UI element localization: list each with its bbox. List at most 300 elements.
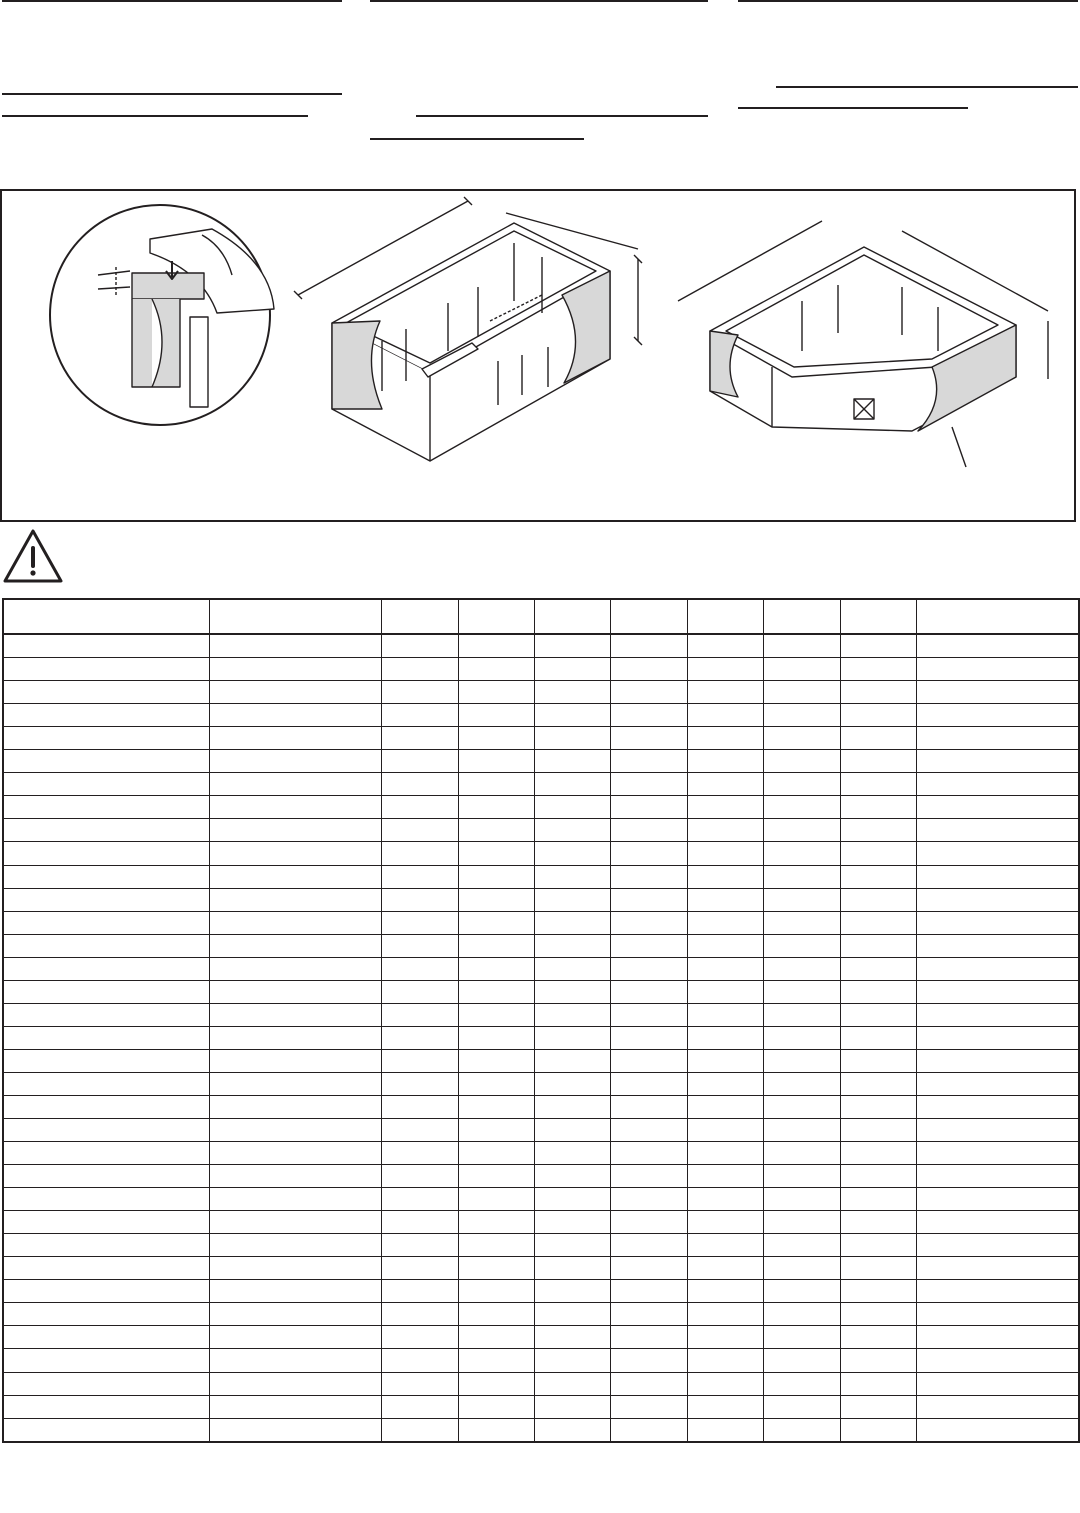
table-cell	[687, 957, 763, 980]
table-header-cell	[687, 599, 763, 634]
table-cell	[610, 1095, 687, 1118]
table-cell	[381, 1003, 458, 1026]
table-row	[3, 819, 1079, 842]
table-cell	[209, 842, 381, 865]
table-cell	[381, 1418, 458, 1442]
table-cell	[3, 1349, 209, 1372]
table-cell	[458, 980, 534, 1003]
table-cell	[916, 1418, 1079, 1442]
table-cell	[610, 1026, 687, 1049]
table-cell	[916, 1349, 1079, 1372]
table-cell	[534, 681, 610, 704]
table-row	[3, 1072, 1079, 1095]
table-cell	[534, 796, 610, 819]
table-cell	[763, 842, 840, 865]
table-cell	[381, 1188, 458, 1211]
table-row	[3, 750, 1079, 773]
table-cell	[687, 1257, 763, 1280]
table-row	[3, 1165, 1079, 1188]
table-cell	[840, 1326, 916, 1349]
table-cell	[916, 980, 1079, 1003]
table-cell	[763, 681, 840, 704]
table-cell	[381, 888, 458, 911]
table-row	[3, 773, 1079, 796]
table-cell	[763, 1072, 840, 1095]
table-row	[3, 1003, 1079, 1026]
table-cell	[381, 1165, 458, 1188]
table-cell	[458, 634, 534, 658]
table-cell	[610, 888, 687, 911]
table-cell	[610, 750, 687, 773]
table-cell	[534, 1326, 610, 1349]
table-cell	[209, 1049, 381, 1072]
table-cell	[840, 888, 916, 911]
table-cell	[610, 1165, 687, 1188]
table-cell	[610, 634, 687, 658]
table-cell	[610, 704, 687, 727]
table-cell	[3, 911, 209, 934]
table-body	[3, 634, 1079, 1442]
table-cell	[916, 1072, 1079, 1095]
table-cell	[610, 727, 687, 750]
table-cell	[209, 750, 381, 773]
table-cell	[3, 1188, 209, 1211]
table-cell	[840, 1211, 916, 1234]
table-cell	[610, 934, 687, 957]
table-cell	[840, 773, 916, 796]
table-cell	[840, 1072, 916, 1095]
table-cell	[3, 819, 209, 842]
table-cell	[381, 842, 458, 865]
table-cell	[381, 727, 458, 750]
table-cell	[840, 634, 916, 658]
table-cell	[3, 1142, 209, 1165]
table-cell	[763, 727, 840, 750]
table-cell	[610, 1418, 687, 1442]
table-cell	[534, 658, 610, 681]
table-cell	[458, 1395, 534, 1418]
table-cell	[916, 1003, 1079, 1026]
table-cell	[534, 727, 610, 750]
table-cell	[209, 911, 381, 934]
detail-circle-illustration	[50, 205, 274, 425]
table-cell	[840, 1095, 916, 1118]
table-cell	[458, 1095, 534, 1118]
table-cell	[3, 1095, 209, 1118]
table-cell	[840, 865, 916, 888]
table-cell	[209, 1142, 381, 1165]
table-cell	[763, 1372, 840, 1395]
table-cell	[209, 681, 381, 704]
table-cell	[840, 704, 916, 727]
table-cell	[3, 1326, 209, 1349]
table-cell	[916, 1049, 1079, 1072]
table-cell	[458, 1188, 534, 1211]
table-cell	[763, 819, 840, 842]
table-cell	[458, 911, 534, 934]
table-cell	[916, 819, 1079, 842]
table-row	[3, 1095, 1079, 1118]
table-cell	[610, 1303, 687, 1326]
table-header-cell	[840, 599, 916, 634]
table-cell	[3, 773, 209, 796]
table-cell	[3, 1303, 209, 1326]
table-cell	[610, 1395, 687, 1418]
table-cell	[916, 888, 1079, 911]
table-cell	[610, 1326, 687, 1349]
table-cell	[209, 980, 381, 1003]
table-cell	[763, 1395, 840, 1418]
table-cell	[610, 1142, 687, 1165]
column-rule	[2, 0, 342, 2]
table-cell	[534, 1303, 610, 1326]
table-cell	[209, 1165, 381, 1188]
table-row	[3, 1303, 1079, 1326]
table-cell	[3, 1234, 209, 1257]
table-cell	[763, 1349, 840, 1372]
table-row	[3, 658, 1079, 681]
text-underline	[2, 115, 308, 117]
table-cell	[610, 1372, 687, 1395]
table-cell	[763, 1234, 840, 1257]
table-cell	[209, 773, 381, 796]
table-cell	[610, 1049, 687, 1072]
table-cell	[458, 681, 534, 704]
table-cell	[916, 727, 1079, 750]
table-cell	[916, 1026, 1079, 1049]
table-cell	[381, 634, 458, 658]
table-row	[3, 1372, 1079, 1395]
table-cell	[610, 658, 687, 681]
table-cell	[3, 1280, 209, 1303]
table-cell	[3, 980, 209, 1003]
table-cell	[534, 1234, 610, 1257]
table-cell	[209, 1211, 381, 1234]
table-cell	[209, 1234, 381, 1257]
table-cell	[916, 934, 1079, 957]
table-cell	[3, 1049, 209, 1072]
table-cell	[687, 727, 763, 750]
table-cell	[763, 1257, 840, 1280]
table-cell	[381, 934, 458, 957]
table-cell	[534, 842, 610, 865]
table-cell	[381, 658, 458, 681]
table-cell	[381, 750, 458, 773]
column-rule	[738, 0, 1078, 2]
table-cell	[763, 1003, 840, 1026]
table-cell	[3, 1372, 209, 1395]
table-cell	[687, 934, 763, 957]
table-cell	[840, 1049, 916, 1072]
table-cell	[916, 865, 1079, 888]
table-cell	[763, 934, 840, 957]
table-cell	[840, 934, 916, 957]
table-cell	[763, 1049, 840, 1072]
table-cell	[209, 1372, 381, 1395]
table-cell	[916, 1280, 1079, 1303]
table-cell	[840, 796, 916, 819]
table-row	[3, 1049, 1079, 1072]
table-cell	[840, 1303, 916, 1326]
table-row	[3, 1211, 1079, 1234]
table-cell	[916, 704, 1079, 727]
table-cell	[687, 1280, 763, 1303]
table-row	[3, 957, 1079, 980]
corner-frame-illustration	[678, 221, 1048, 467]
table-cell	[763, 658, 840, 681]
table-cell	[763, 1326, 840, 1349]
table-row	[3, 1418, 1079, 1442]
table-cell	[458, 1349, 534, 1372]
table-cell	[3, 842, 209, 865]
table-row	[3, 980, 1079, 1003]
table-header-cell	[534, 599, 610, 634]
table-cell	[458, 957, 534, 980]
table-cell	[458, 1303, 534, 1326]
table-row	[3, 704, 1079, 727]
table-cell	[687, 634, 763, 658]
table-cell	[687, 1142, 763, 1165]
table-cell	[381, 1142, 458, 1165]
table-cell	[763, 1280, 840, 1303]
table-cell	[763, 1095, 840, 1118]
table-cell	[687, 1049, 763, 1072]
table-cell	[381, 957, 458, 980]
table-cell	[3, 934, 209, 957]
table-row	[3, 1326, 1079, 1349]
table-row	[3, 865, 1079, 888]
table-cell	[840, 1349, 916, 1372]
table-cell	[916, 773, 1079, 796]
table-row	[3, 1395, 1079, 1418]
table-cell	[916, 1234, 1079, 1257]
table-cell	[209, 796, 381, 819]
table-cell	[916, 1257, 1079, 1280]
table-cell	[610, 796, 687, 819]
table-cell	[763, 704, 840, 727]
table-cell	[3, 957, 209, 980]
table-row	[3, 634, 1079, 658]
table-cell	[458, 1119, 534, 1142]
table-cell	[763, 773, 840, 796]
table-cell	[610, 980, 687, 1003]
specification-table	[2, 598, 1080, 1443]
table-cell	[458, 1211, 534, 1234]
table-row	[3, 1234, 1079, 1257]
table-cell	[3, 1395, 209, 1418]
table-cell	[763, 980, 840, 1003]
table-cell	[3, 1257, 209, 1280]
table-cell	[534, 957, 610, 980]
table-cell	[687, 1211, 763, 1234]
table-row	[3, 796, 1079, 819]
table-cell	[534, 1211, 610, 1234]
table-cell	[381, 865, 458, 888]
table-cell	[610, 911, 687, 934]
text-underline	[776, 86, 1078, 88]
table-cell	[534, 1026, 610, 1049]
table-cell	[610, 842, 687, 865]
table-cell	[458, 819, 534, 842]
table-cell	[534, 1003, 610, 1026]
table-cell	[534, 1418, 610, 1442]
table-cell	[3, 1165, 209, 1188]
table-cell	[534, 1095, 610, 1118]
table-cell	[458, 1418, 534, 1442]
table-cell	[687, 1349, 763, 1372]
table-cell	[3, 796, 209, 819]
table-cell	[687, 773, 763, 796]
table-cell	[610, 1072, 687, 1095]
table-cell	[840, 911, 916, 934]
table-cell	[916, 681, 1079, 704]
table-cell	[840, 957, 916, 980]
table-cell	[3, 1003, 209, 1026]
table-cell	[610, 1211, 687, 1234]
table-cell	[687, 1188, 763, 1211]
table-cell	[534, 1119, 610, 1142]
table-cell	[610, 1003, 687, 1026]
table-cell	[3, 1119, 209, 1142]
table-cell	[3, 634, 209, 658]
table-cell	[687, 1026, 763, 1049]
table-cell	[209, 934, 381, 957]
table-cell	[763, 1418, 840, 1442]
table-cell	[458, 1372, 534, 1395]
table-cell	[534, 819, 610, 842]
text-underline	[416, 115, 708, 117]
table-cell	[840, 1026, 916, 1049]
table-cell	[209, 727, 381, 750]
table-cell	[534, 1349, 610, 1372]
table-cell	[916, 750, 1079, 773]
table-cell	[381, 980, 458, 1003]
table-cell	[381, 819, 458, 842]
table-cell	[3, 865, 209, 888]
table-cell	[840, 1372, 916, 1395]
table-cell	[916, 1165, 1079, 1188]
table-cell	[209, 1072, 381, 1095]
table-cell	[458, 796, 534, 819]
table-cell	[534, 934, 610, 957]
table-cell	[840, 1119, 916, 1142]
table-cell	[209, 888, 381, 911]
table-cell	[534, 1142, 610, 1165]
table-cell	[3, 750, 209, 773]
table-cell	[534, 1280, 610, 1303]
table-cell	[458, 865, 534, 888]
table-cell	[763, 1026, 840, 1049]
table-cell	[687, 1418, 763, 1442]
table-row	[3, 1257, 1079, 1280]
table-cell	[381, 1280, 458, 1303]
table-cell	[916, 1326, 1079, 1349]
table-cell	[916, 796, 1079, 819]
table-cell	[687, 980, 763, 1003]
table-cell	[534, 704, 610, 727]
table-cell	[3, 888, 209, 911]
table-cell	[840, 819, 916, 842]
table-header-cell	[610, 599, 687, 634]
table-cell	[458, 1326, 534, 1349]
table-cell	[3, 704, 209, 727]
table-cell	[209, 1026, 381, 1049]
table-cell	[610, 1349, 687, 1372]
table-cell	[458, 727, 534, 750]
table-cell	[840, 1234, 916, 1257]
table-cell	[209, 1257, 381, 1280]
table-cell	[763, 796, 840, 819]
table-cell	[534, 865, 610, 888]
table-cell	[840, 980, 916, 1003]
table-cell	[458, 1165, 534, 1188]
table-header-cell	[209, 599, 381, 634]
table-cell	[763, 634, 840, 658]
table-cell	[763, 1303, 840, 1326]
table-cell	[840, 1165, 916, 1188]
table-cell	[534, 980, 610, 1003]
table-cell	[916, 1095, 1079, 1118]
table-header-cell	[916, 599, 1079, 634]
table-cell	[3, 1418, 209, 1442]
table-cell	[687, 1234, 763, 1257]
table-cell	[381, 1026, 458, 1049]
table-cell	[458, 750, 534, 773]
table-cell	[458, 934, 534, 957]
table-cell	[381, 1072, 458, 1095]
table-cell	[687, 1303, 763, 1326]
table-cell	[209, 957, 381, 980]
table-cell	[763, 957, 840, 980]
table-cell	[916, 1188, 1079, 1211]
table-cell	[916, 1119, 1079, 1142]
table-cell	[534, 634, 610, 658]
table-row	[3, 1280, 1079, 1303]
table-cell	[381, 1395, 458, 1418]
table-cell	[458, 1049, 534, 1072]
table-cell	[916, 1372, 1079, 1395]
table-cell	[687, 865, 763, 888]
table-cell	[610, 957, 687, 980]
table-cell	[687, 681, 763, 704]
table-cell	[209, 865, 381, 888]
table-cell	[610, 1188, 687, 1211]
warning-triangle-icon	[2, 528, 64, 584]
table-cell	[534, 1165, 610, 1188]
table-header-cell	[3, 599, 209, 634]
table-cell	[610, 819, 687, 842]
table-cell	[458, 773, 534, 796]
table-cell	[687, 1072, 763, 1095]
table-cell	[687, 819, 763, 842]
table-cell	[610, 865, 687, 888]
table-cell	[534, 1372, 610, 1395]
table-cell	[458, 704, 534, 727]
table-cell	[458, 1280, 534, 1303]
table-cell	[534, 1395, 610, 1418]
table-cell	[916, 911, 1079, 934]
table-cell	[381, 1049, 458, 1072]
table-row	[3, 681, 1079, 704]
table-cell	[840, 1003, 916, 1026]
table-cell	[534, 773, 610, 796]
table-row	[3, 934, 1079, 957]
table-cell	[381, 1303, 458, 1326]
table-cell	[381, 704, 458, 727]
table-cell	[687, 658, 763, 681]
rectangular-frame-illustration	[294, 197, 642, 461]
table-cell	[763, 750, 840, 773]
